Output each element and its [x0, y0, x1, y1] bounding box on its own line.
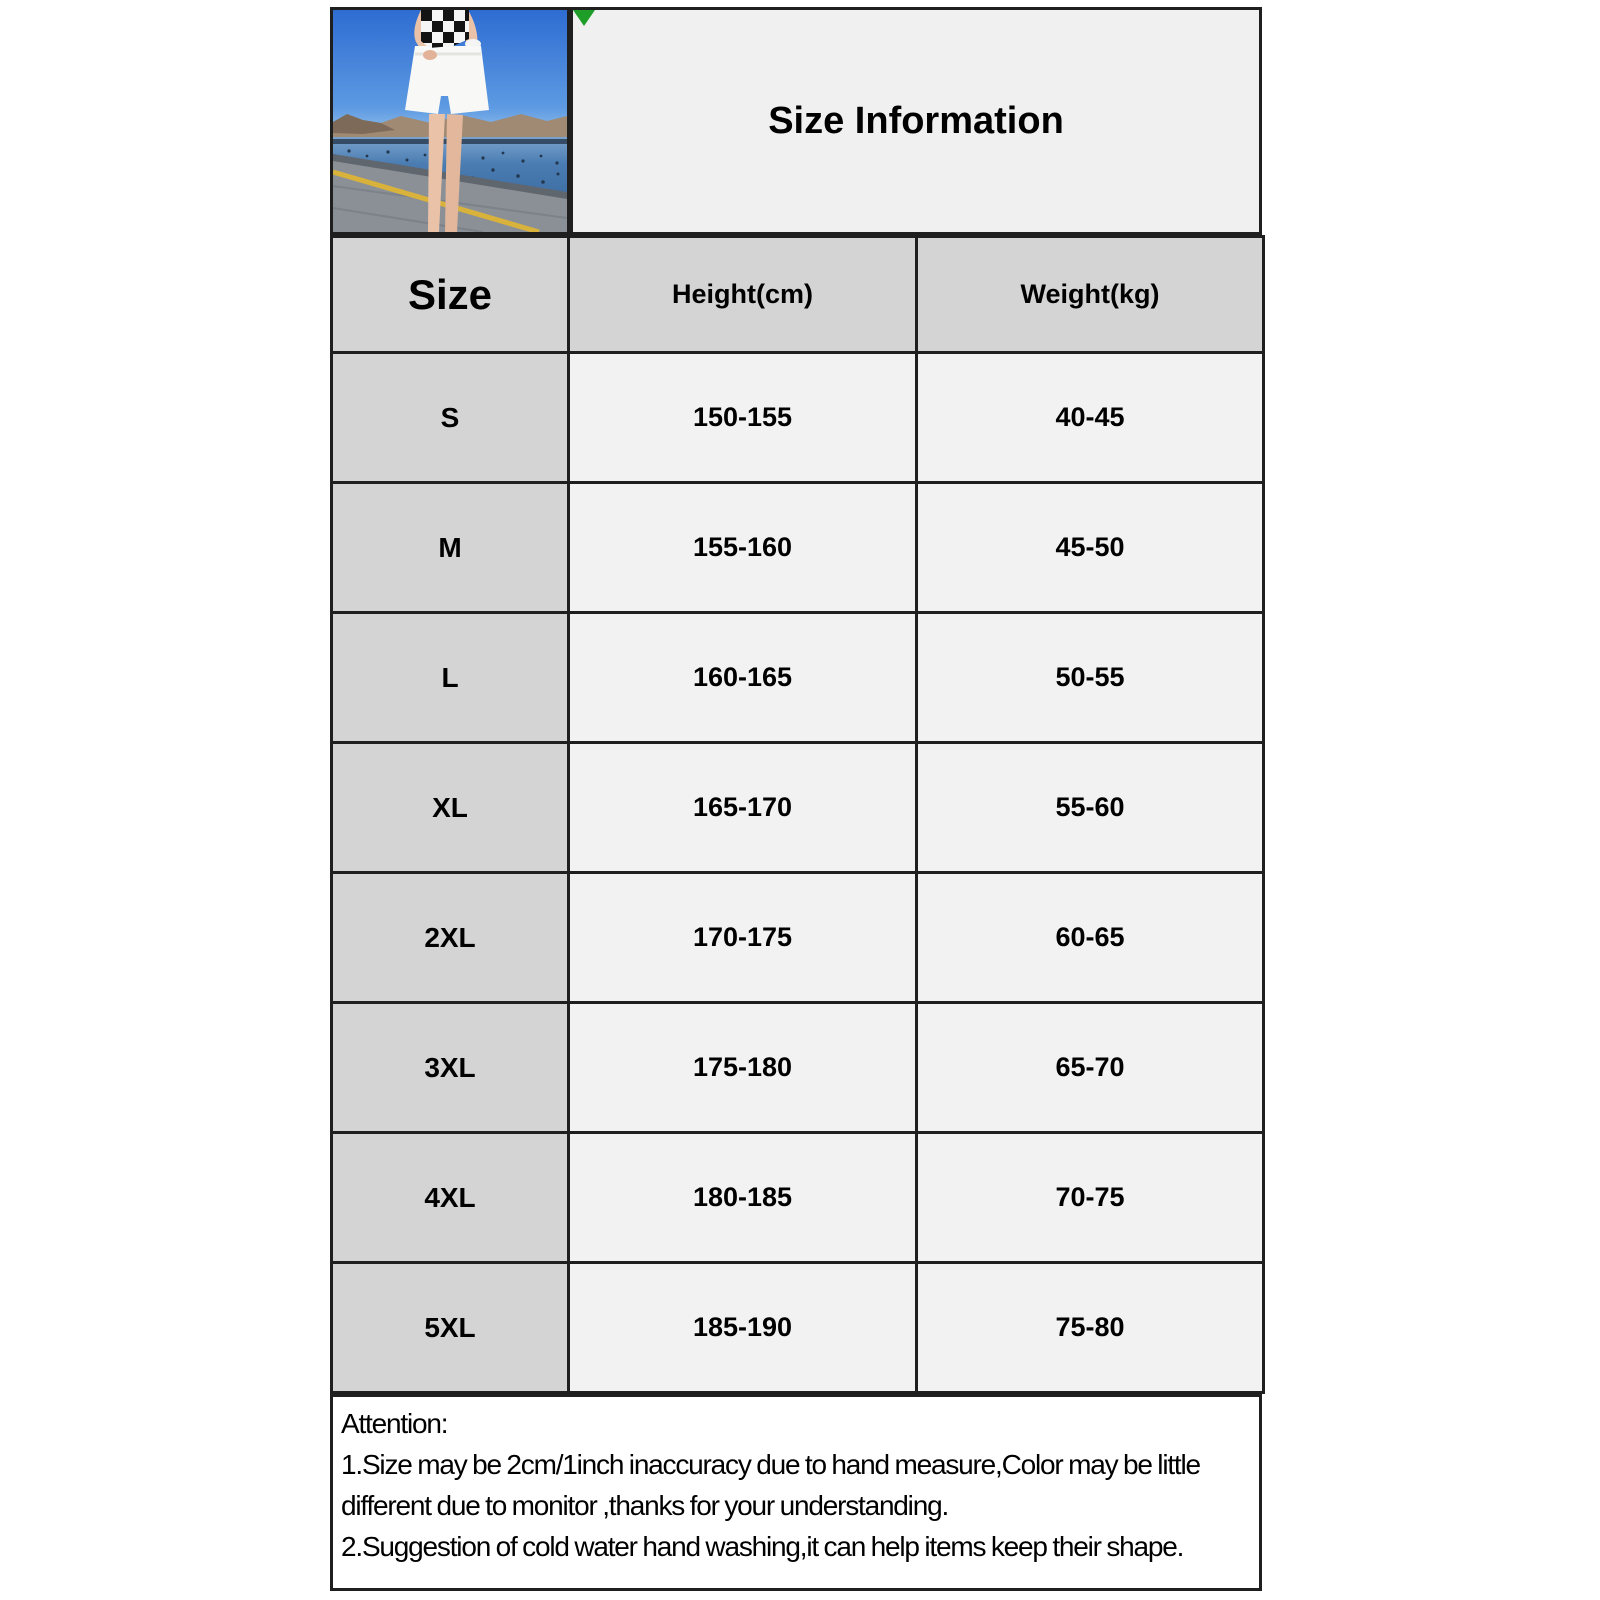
weight-cell: 65-70: [917, 1003, 1264, 1133]
weight-cell: 60-65: [917, 873, 1264, 1003]
weight-cell: 55-60: [917, 743, 1264, 873]
size-cell: 2XL: [332, 873, 569, 1003]
header-section: [330, 7, 1262, 235]
height-cell: 180-185: [569, 1133, 917, 1263]
title-cell: [570, 7, 1262, 235]
col-header-weight: Weight(kg): [917, 237, 1264, 353]
weight-cell: 40-45: [917, 353, 1264, 483]
table-row: [332, 1133, 1264, 1263]
attention-box: [330, 1394, 1262, 1591]
table-header-row: [332, 237, 1264, 353]
photo-cell: [330, 7, 570, 235]
table-row: [332, 743, 1264, 873]
col-header-height: Height(cm): [569, 237, 917, 353]
size-cell: 4XL: [332, 1133, 569, 1263]
weight-cell: 45-50: [917, 483, 1264, 613]
size-cell: XL: [332, 743, 569, 873]
attention-note-2: 2.Suggestion of cold water hand washing,it can help items keep their shape.: [341, 1531, 1184, 1562]
size-table: [330, 235, 1265, 1394]
attention-heading: Attention:: [341, 1408, 448, 1439]
table-row: [332, 873, 1264, 1003]
size-cell: S: [332, 353, 569, 483]
size-chart-sheet: [330, 7, 1262, 1591]
table-row: [332, 483, 1264, 613]
height-cell: 170-175: [569, 873, 917, 1003]
height-cell: 165-170: [569, 743, 917, 873]
weight-cell: 50-55: [917, 613, 1264, 743]
table-row: [332, 353, 1264, 483]
height-cell: 150-155: [569, 353, 917, 483]
size-cell: 5XL: [332, 1263, 569, 1393]
green-corner-marker-icon: [573, 10, 595, 26]
size-cell: M: [332, 483, 569, 613]
table-row: [332, 1263, 1264, 1393]
height-cell: 155-160: [569, 483, 917, 613]
height-cell: 175-180: [569, 1003, 917, 1133]
size-cell: L: [332, 613, 569, 743]
weight-cell: 75-80: [917, 1263, 1264, 1393]
table-row: [332, 1003, 1264, 1133]
height-cell: 160-165: [569, 613, 917, 743]
height-cell: 185-190: [569, 1263, 917, 1393]
table-row: [332, 613, 1264, 743]
size-cell: 3XL: [332, 1003, 569, 1133]
model-photo: [333, 10, 567, 232]
weight-cell: 70-75: [917, 1133, 1264, 1263]
page-title: Size Information: [768, 99, 1064, 142]
col-header-size: Size: [332, 237, 569, 353]
attention-note-1: 1.Size may be 2cm/1inch inaccuracy due to hand measure,Color may be little different due to monitor ,thanks for your understanding.: [341, 1449, 1200, 1521]
